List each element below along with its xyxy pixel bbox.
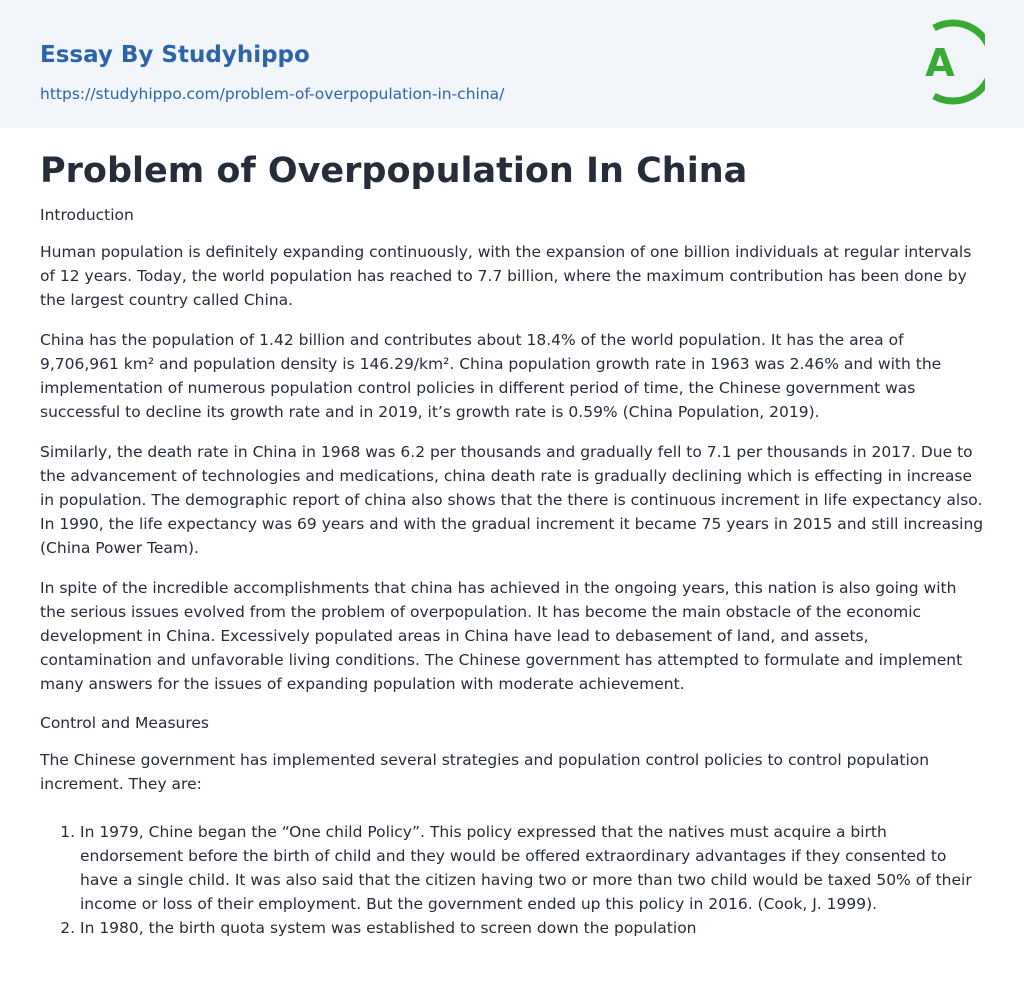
- list-item: 2. In 1980, the birth quota system was established to screen down the population: [80, 916, 984, 940]
- article-url-link[interactable]: https://studyhippo.com/problem-of-overpopulation-in-china/: [40, 85, 505, 103]
- paragraph: In spite of the incredible accomplishments that china has achieved in the ongoing years, this nation is also going with the serious issues evolved from the problem of overpopulation. It has become the main obstacle of the economic development in China. Excessively populated areas in China have lead to debasement of land, and assets, contamination and unfavorable living conditions. The Chinese government has attempted to formulate and implement many answers for the issues of expanding population with moderate achievement.: [40, 579, 963, 693]
- article-body: [0, 128, 1024, 940]
- paragraph: Human population is definitely expanding continuously, with the expansion of one billion individuals at regular intervals of 12 years. Today, the world population has reached to 7.7 billion, where the maximum contribution has been done by the largest country called China.: [40, 243, 972, 309]
- site-header: [0, 0, 1024, 128]
- paragraph: The Chinese government has implemented several strategies and population control policies to control population increment. They are:: [40, 751, 930, 793]
- paragraph: Similarly, the death rate in China in 1968 was 6.2 per thousands and gradually fell to 7.1 per thousands in 2017. Due to the advancement of technologies and medications, china death rate is gradually declining which is effecting in increase in population. The demographic report of china also shows that the there is continuous increment in life expectancy also. In 1990, the life expectancy was 69 years and with the gradual increment it became 75 years in 2015 and still increasing (China Power Team).: [40, 443, 984, 557]
- paragraph: China has the population of 1.42 billion and contributes about 18.4% of the world population. It has the area of 9,706,961 km² and population density is 146.29/km². China population growth rate in 1963 was 2.46% and with the implementation of numerous population control policies in different period of time, the Chinese government was successful to decline its growth rate and in 2019, it’s growth rate is 0.59% (China Population, 2019).: [40, 331, 942, 421]
- site-brand[interactable]: Essay By Studyhippo: [40, 42, 310, 68]
- policy-list: [40, 820, 984, 940]
- studyhippo-logo-icon[interactable]: [913, 19, 985, 105]
- section-heading-introduction: Introduction: [40, 206, 134, 224]
- section-heading-control-measures: Control and Measures: [40, 714, 209, 732]
- logo-letter: A: [925, 41, 955, 85]
- list-item: 1. In 1979, Chine began the “One child Policy”. This policy expressed that the natives must acquire a birth endorsement before the birth of child and they would be offered extraordinary advantages if they consented to have a single child. It was also said that the citizen having two or more than two child would be taxed 50% of their income or loss of their employment. But the government ended up this policy in 2016. (Cook, J. 1999).: [80, 820, 984, 916]
- page-title: Problem of Overpopulation In China: [40, 151, 748, 191]
